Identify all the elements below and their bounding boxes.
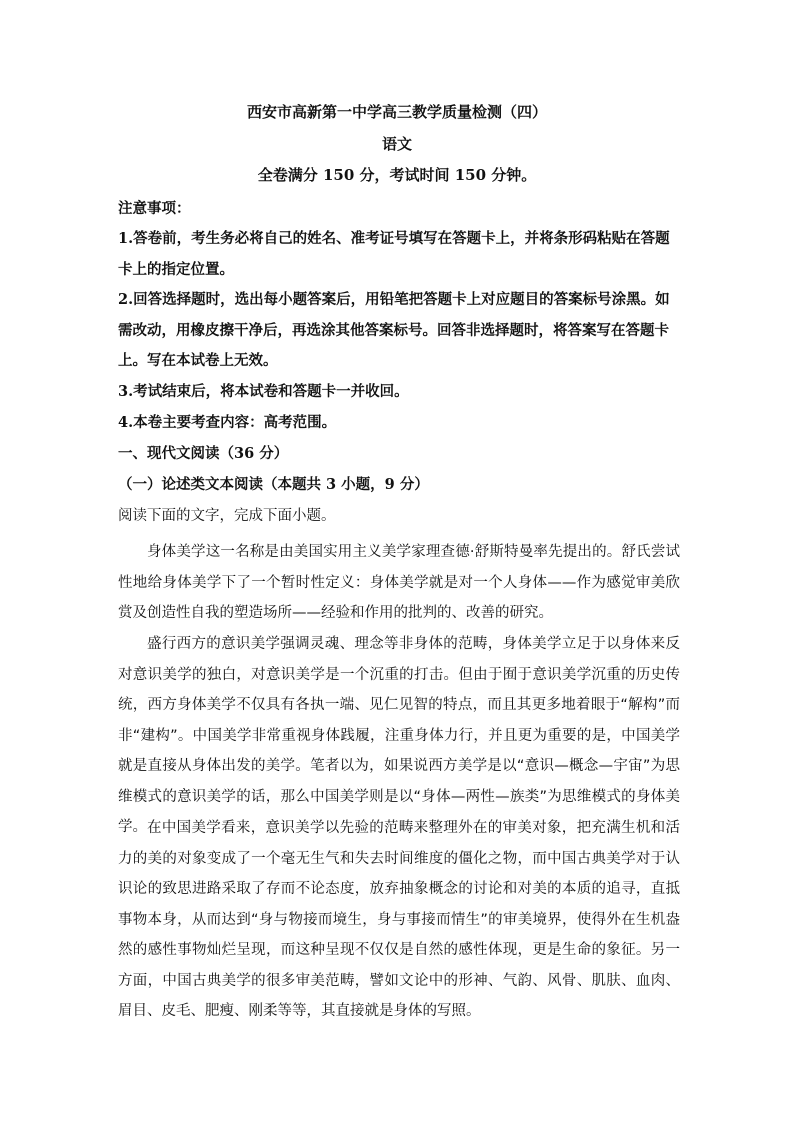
notice-heading: 注意事项：	[118, 200, 191, 217]
notice-item: 1.答卷前，考生务必将自己的姓名、准考证号填写在答题卡上，并将条形码粘贴在答题卡上的指定位置。	[118, 230, 670, 278]
notice-item: 2.回答选择题时，选出每小题答案后，用铅笔把答题卡上对应题目的答案标号涂黑。如需改动，用橡皮擦干净后，再选涂其他答案标号。回答非选择题时，将答案写在答题卡上。写在本试卷上无效。	[118, 291, 670, 369]
passage-paragraph: 在中国美学看来，意识美学以先验的范畴来整理外在的审美对象，把充满生机和活力的美的对象变成了一个毫无生气和失去时间维度的僵化之物，而中国古典美学对于认识论的致思进路采取了存而不论态度，放弃抽象概念的讨论和对美的本质的追寻，直抵事物本身，从而达到“身与物接而境生，身与事接而情生”的审美境界，使得外在生机盎然的感性事物灿烂呈现，而这种呈现不仅仅是自然的感性体现，更是生命的象征。另一方面，中国古典美学的很多审美范畴，譬如文论中的形神、气韵、风骨、肌肤、血肉、眉目、皮毛、肥瘦、刚柔等等，其直接就是身体的写照。	[118, 820, 680, 1019]
exam-subject: 语文	[381, 135, 412, 153]
notice-item: 3.考试结束后，将本试卷和答题卡一并收回。	[118, 383, 409, 400]
section-subheading: （一）论述类文本阅读（本题共 3 小题，9 分）	[118, 476, 429, 493]
exam-info: 全卷满分 150 分，考试时间 150 分钟。	[257, 166, 537, 184]
exam-title: 西安市高新第一中学高三教学质量检测（四）	[246, 103, 547, 121]
reading-instruction: 阅读下面的文字，完成下面小题。	[118, 508, 336, 524]
notice-item: 4.本卷主要考查内容：高考范围。	[118, 414, 337, 431]
passage-paragraph: 盛行西方的意识美学强调灵魂、理念等非身体的范畴，身体美学立足于以身体来反对意识美学的独白，对意识美学是一个沉重的打击。但由于囿于意识美学沉重的历史传统，西方身体美学不仅具有各执一端、见仁见智的特点，而且其更多地着眼于“解构”而非“建构”。中国美学非常重视身体践履，注重身体力行，并且更为重要的是，中国美学就是直接从身体出发的美学。笔者以为，如果说西方美学是以“意识—概念—宇宙”为思维模式的意识美学的话，那么中国美学则是以“身体—两性—族类”为思维模式的身体美学。	[118, 636, 680, 835]
section-heading: 一、现代文阅读（36 分）	[118, 445, 289, 462]
passage-paragraph: 身体美学这一名称是由美国实用主义美学家理查德·舒斯特曼率先提出的。舒氏尝试性地给身体美学下了一个暂时性定义：身体美学就是对一个人身体——作为感觉审美欣赏及创造性自我的塑造场所——经验和作用的批判的、改善的研究。	[118, 544, 680, 621]
